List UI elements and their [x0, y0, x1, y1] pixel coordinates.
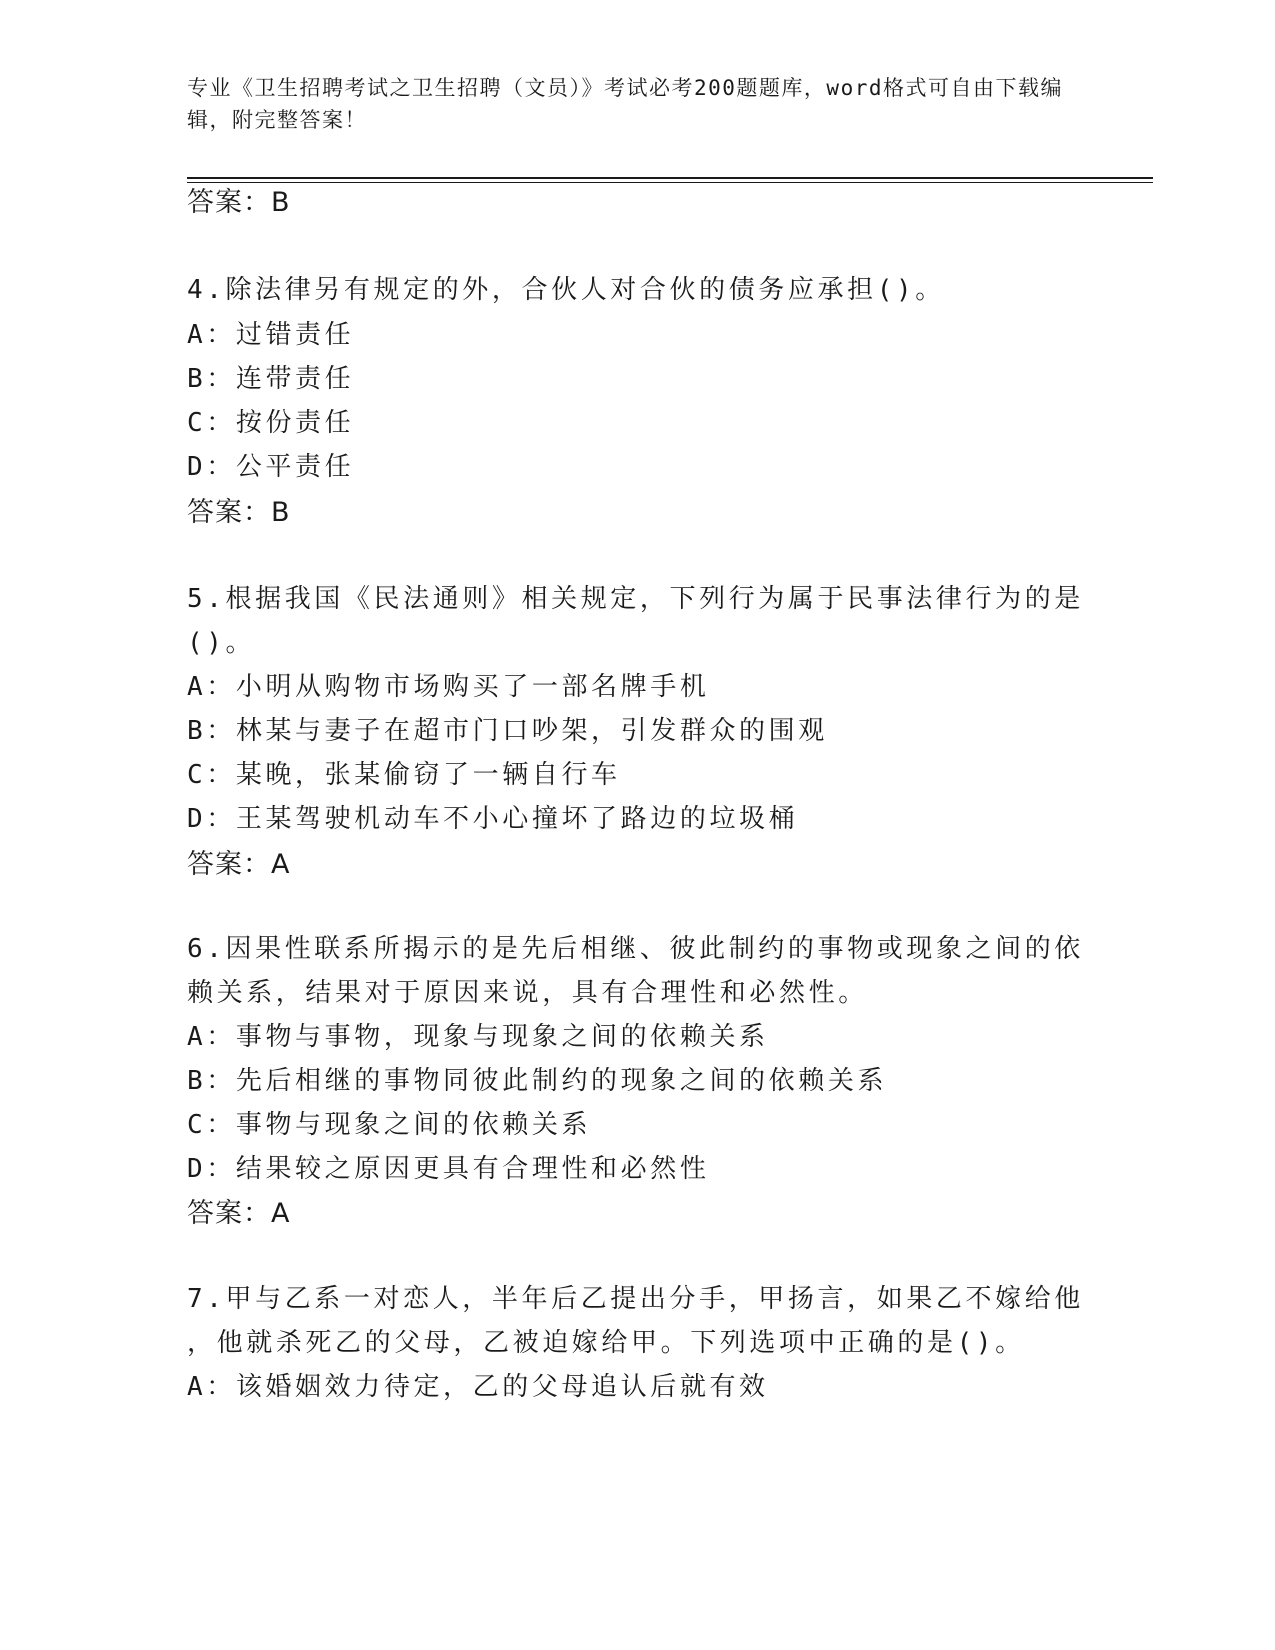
question-4-option-b: B：连带责任 — [187, 364, 355, 394]
question-4-option-a: A：过错责任 — [187, 320, 355, 350]
header-rule-thin — [187, 182, 1153, 183]
question-6-stem-line-1: 6.因果性联系所揭示的是先后相继、彼此制约的事物或现象之间的依 — [187, 934, 1084, 964]
question-5-option-a: A：小明从购物市场购买了一部名牌手机 — [187, 672, 710, 702]
question-5-option-b: B：林某与妻子在超市门口吵架，引发群众的围观 — [187, 716, 828, 746]
question-4-answer: 答案：B — [187, 497, 291, 528]
question-6-stem-line-2: 赖关系，结果对于原因来说，具有合理性和必然性。 — [187, 978, 868, 1008]
question-7-stem-line-2: ，他就杀死乙的父母，乙被迫嫁给甲。下列选项中正确的是()。 — [187, 1328, 1025, 1358]
question-5-option-d: D：王某驾驶机动车不小心撞坏了路边的垃圾桶 — [187, 804, 799, 834]
question-4-stem: 4.除法律另有规定的外，合伙人对合伙的债务应承担()。 — [187, 275, 945, 305]
question-7-option-a: A：该婚姻效力待定，乙的父母追认后就有效 — [187, 1372, 769, 1402]
question-6-option-b: B：先后相继的事物同彼此制约的现象之间的依赖关系 — [187, 1066, 888, 1096]
question-5-option-c: C：某晚，张某偷窃了一辆自行车 — [187, 760, 621, 790]
question-6-option-d: D：结果较之原因更具有合理性和必然性 — [187, 1154, 710, 1184]
question-6-option-c: C：事物与现象之间的依赖关系 — [187, 1110, 592, 1140]
question-4-option-d: D：公平责任 — [187, 452, 355, 482]
document-header: 专业《卫生招聘考试之卫生招聘（文员）》考试必考200题题库，word格式可自由下载编辑，附完整答案！ — [187, 76, 1063, 132]
question-5-stem-line-1: 5.根据我国《民法通则》相关规定，下列行为属于民事法律行为的是 — [187, 584, 1084, 614]
question-7-stem-line-1: 7.甲与乙系一对恋人，半年后乙提出分手，甲扬言，如果乙不嫁给他 — [187, 1284, 1084, 1314]
question-5-answer: 答案：A — [187, 849, 291, 880]
question-6-answer: 答案：A — [187, 1198, 291, 1229]
question-5-stem-line-2: ()。 — [187, 628, 256, 658]
header-rule-thick — [187, 177, 1153, 179]
previous-answer: 答案：B — [187, 187, 291, 218]
question-6-option-a: A：事物与事物，现象与现象之间的依赖关系 — [187, 1022, 769, 1052]
question-4-option-c: C：按份责任 — [187, 408, 355, 438]
